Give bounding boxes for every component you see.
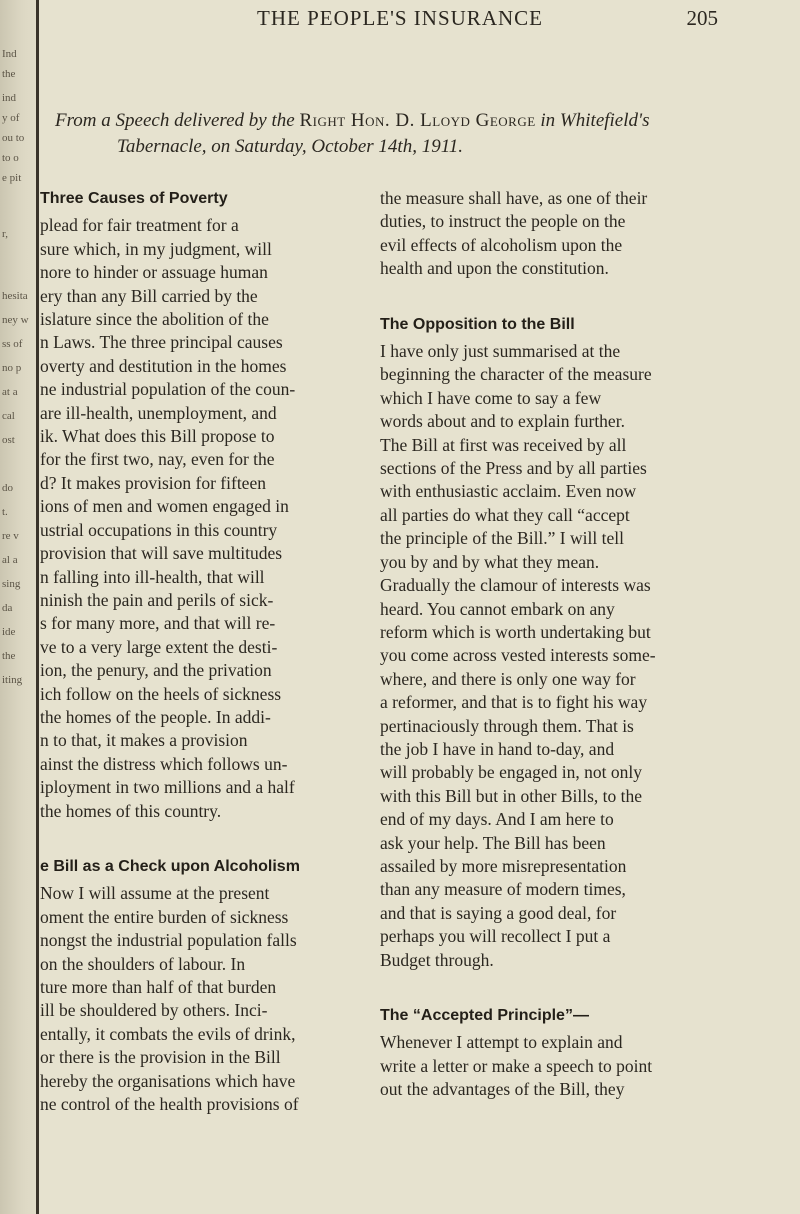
text-line: hereby the organisations which have <box>40 1070 296 1091</box>
text-line: ions of men and women engaged in <box>40 496 289 517</box>
paragraph <box>380 1031 755 1101</box>
spine-fragment: ide <box>2 626 16 638</box>
spine-fragment: r, <box>2 228 8 240</box>
text-line: Gradually the clamour of interests was <box>380 575 651 596</box>
paragraph <box>380 187 755 281</box>
spine-fragment: t. <box>2 506 8 518</box>
text-line: are ill-health, unemployment, and <box>40 402 277 423</box>
text-line: which I have come to say a few <box>380 387 602 408</box>
text-line: ne control of the health provisions of <box>40 1094 299 1115</box>
venue: Tabernacle, <box>117 135 207 157</box>
text-line: than any measure of modern times, <box>380 879 626 900</box>
text-line: sure which, in my judgment, will <box>40 238 272 259</box>
spine-fragment: no p <box>2 362 22 374</box>
in-label: in Whitefield's <box>540 110 650 131</box>
text-line: Now I will assume at the present <box>40 883 270 904</box>
text-line: overty and destitution in the homes <box>40 355 287 376</box>
spine-fragment: do <box>2 482 13 494</box>
text-line: ustrial occupations in this country <box>40 519 278 540</box>
spine-fragment: sing <box>2 578 21 590</box>
text-line: write a letter or make a speech to point <box>380 1055 653 1076</box>
spine-fragment: da <box>2 602 13 614</box>
spine-fragment: e pit <box>2 172 22 184</box>
section-heading: e Bill as a Check upon Alcoholism <box>40 857 300 875</box>
text-line: ne industrial population of the coun- <box>40 379 296 400</box>
text-line: oment the entire burden of sickness <box>40 906 289 927</box>
text-line: ninish the pain and perils of sick- <box>40 589 274 610</box>
spine-fragment: y of <box>2 112 20 124</box>
text-line: words about and to explain further. <box>380 411 625 432</box>
text-line: the homes of the people. In addi- <box>40 706 271 727</box>
speech-date: on Saturday, October 14th, 1911. <box>211 135 464 157</box>
text-line: ill be shouldered by others. Inci- <box>40 1000 268 1021</box>
text-line: n Laws. The three principal causes <box>40 332 283 353</box>
text-line: plead for fair treatment for a <box>40 215 239 236</box>
text-line: perhaps you will recollect I put a <box>380 926 611 947</box>
spine-fragment: Ind <box>2 48 17 60</box>
text-line: will probably be engaged in, not only <box>380 762 642 783</box>
text-line: with enthusiastic acclaim. Even now <box>380 481 637 502</box>
text-line: entally, it combats the evils of drink, <box>40 1023 296 1044</box>
page-number: 205 <box>686 6 718 30</box>
text-line: ich follow on the heels of sickness <box>40 683 282 704</box>
text-line: a reformer, and that is to fight his way <box>380 692 648 713</box>
text-line: n falling into ill-health, that will <box>40 566 265 587</box>
text-line: The Bill at first was received by all <box>380 434 627 455</box>
text-line: on the shoulders of labour. In <box>40 953 246 974</box>
text-line: assailed by more misrepresentation <box>380 855 627 876</box>
spine-fragment: iting <box>2 674 23 686</box>
text-line: the job I have in hand to-day, and <box>380 738 615 759</box>
text-line: all parties do what they call “accept <box>380 504 630 525</box>
section-heading: Three Causes of Poverty <box>40 190 228 207</box>
text-line: ture more than half of that burden <box>40 977 277 997</box>
running-head: THE PEOPLE'S INSURANCE <box>257 6 543 30</box>
text-line: where, and there is only one way for <box>380 668 636 689</box>
text-line: ainst the distress which follows un- <box>40 753 288 774</box>
section-heading: The Opposition to the Bill <box>380 315 575 333</box>
paragraph <box>40 214 350 823</box>
spine-fragment: re v <box>2 530 19 542</box>
spine-fragment: the <box>2 650 16 662</box>
text-line: ion, the penury, and the privation <box>40 660 272 681</box>
text-line: islature since the abolition of the <box>40 309 269 330</box>
text-line: Budget through. <box>380 949 494 970</box>
text-line: beginning the character of the measure <box>380 364 652 385</box>
spine-fragment: al a <box>2 554 18 566</box>
spine-fragment: cal <box>2 410 15 422</box>
text-line: out the advantages of the Bill, they <box>380 1079 625 1100</box>
text-line: d? It makes provision for fifteen <box>40 472 266 493</box>
spine-fragment: the <box>2 68 16 80</box>
text-line: evil effects of alcoholism upon the <box>380 234 623 255</box>
text-line: iployment in two millions and a half <box>40 777 295 798</box>
right-column <box>380 187 755 1102</box>
paragraph <box>40 882 350 1116</box>
text-line: duties, to instruct the people on the <box>380 211 626 232</box>
paragraph <box>380 340 755 972</box>
spine-fragment: at a <box>2 386 18 398</box>
text-line: sections of the Press and by all parties <box>380 458 647 479</box>
text-line: nongst the industrial population falls <box>40 930 297 951</box>
spine-fragment: to o <box>2 152 19 164</box>
facing-page-edge <box>0 0 39 1214</box>
text-line: or there is the provision in the Bill <box>40 1047 281 1068</box>
text-line: the homes of this country. <box>40 800 222 821</box>
left-column <box>40 187 350 1116</box>
section-heading: The “Accepted Principle”— <box>380 1007 589 1024</box>
text-line: reform which is worth undertaking but <box>380 621 651 642</box>
text-line: you by and by what they mean. <box>380 551 600 572</box>
speaker-name: Right Hon. D. Lloyd George <box>299 110 536 131</box>
spine-fragment: ost <box>2 434 15 446</box>
text-line: health and upon the constitution. <box>380 258 609 279</box>
text-line: Whenever I attempt to explain and <box>380 1032 623 1053</box>
text-line: s for many more, and that will re- <box>40 613 276 634</box>
text-line: with this Bill but in other Bills, to the <box>380 785 643 806</box>
text-line: the principle of the Bill.” I will tell <box>380 528 624 549</box>
spine-fragment: ou to <box>2 132 25 144</box>
text-line: end of my days. And I am here to <box>380 809 614 830</box>
text-line: provision that will save multitudes <box>40 543 283 564</box>
speech-attribution <box>45 108 780 159</box>
text-line: I have only just summarised at the <box>380 341 621 362</box>
spine-fragment: ney w <box>2 314 29 326</box>
from-label: From a Speech delivered by the <box>55 110 295 131</box>
text-line: ask your help. The Bill has been <box>380 832 606 853</box>
text-line: n to that, it makes a provision <box>40 730 248 751</box>
text-line: nore to hinder or assuage human <box>40 262 268 283</box>
text-line: for the first two, nay, even for the <box>40 449 275 470</box>
text-line: pertinaciously through them. That is <box>380 715 634 736</box>
text-line: and that is saying a good deal, for <box>380 902 617 923</box>
text-line: you come across vested interests some- <box>380 645 656 666</box>
text-line: ik. What does this Bill propose to <box>40 426 275 447</box>
spine-fragment: ss of <box>2 338 23 350</box>
text-line: ve to a very large extent the desti- <box>40 636 278 657</box>
text-line: the measure shall have, as one of their <box>380 188 648 208</box>
text-line: heard. You cannot embark on any <box>380 598 615 619</box>
text-line: ery than any Bill carried by the <box>40 285 258 306</box>
spine-fragment: hesita <box>2 290 28 302</box>
spine-fragment: ind <box>2 92 17 104</box>
